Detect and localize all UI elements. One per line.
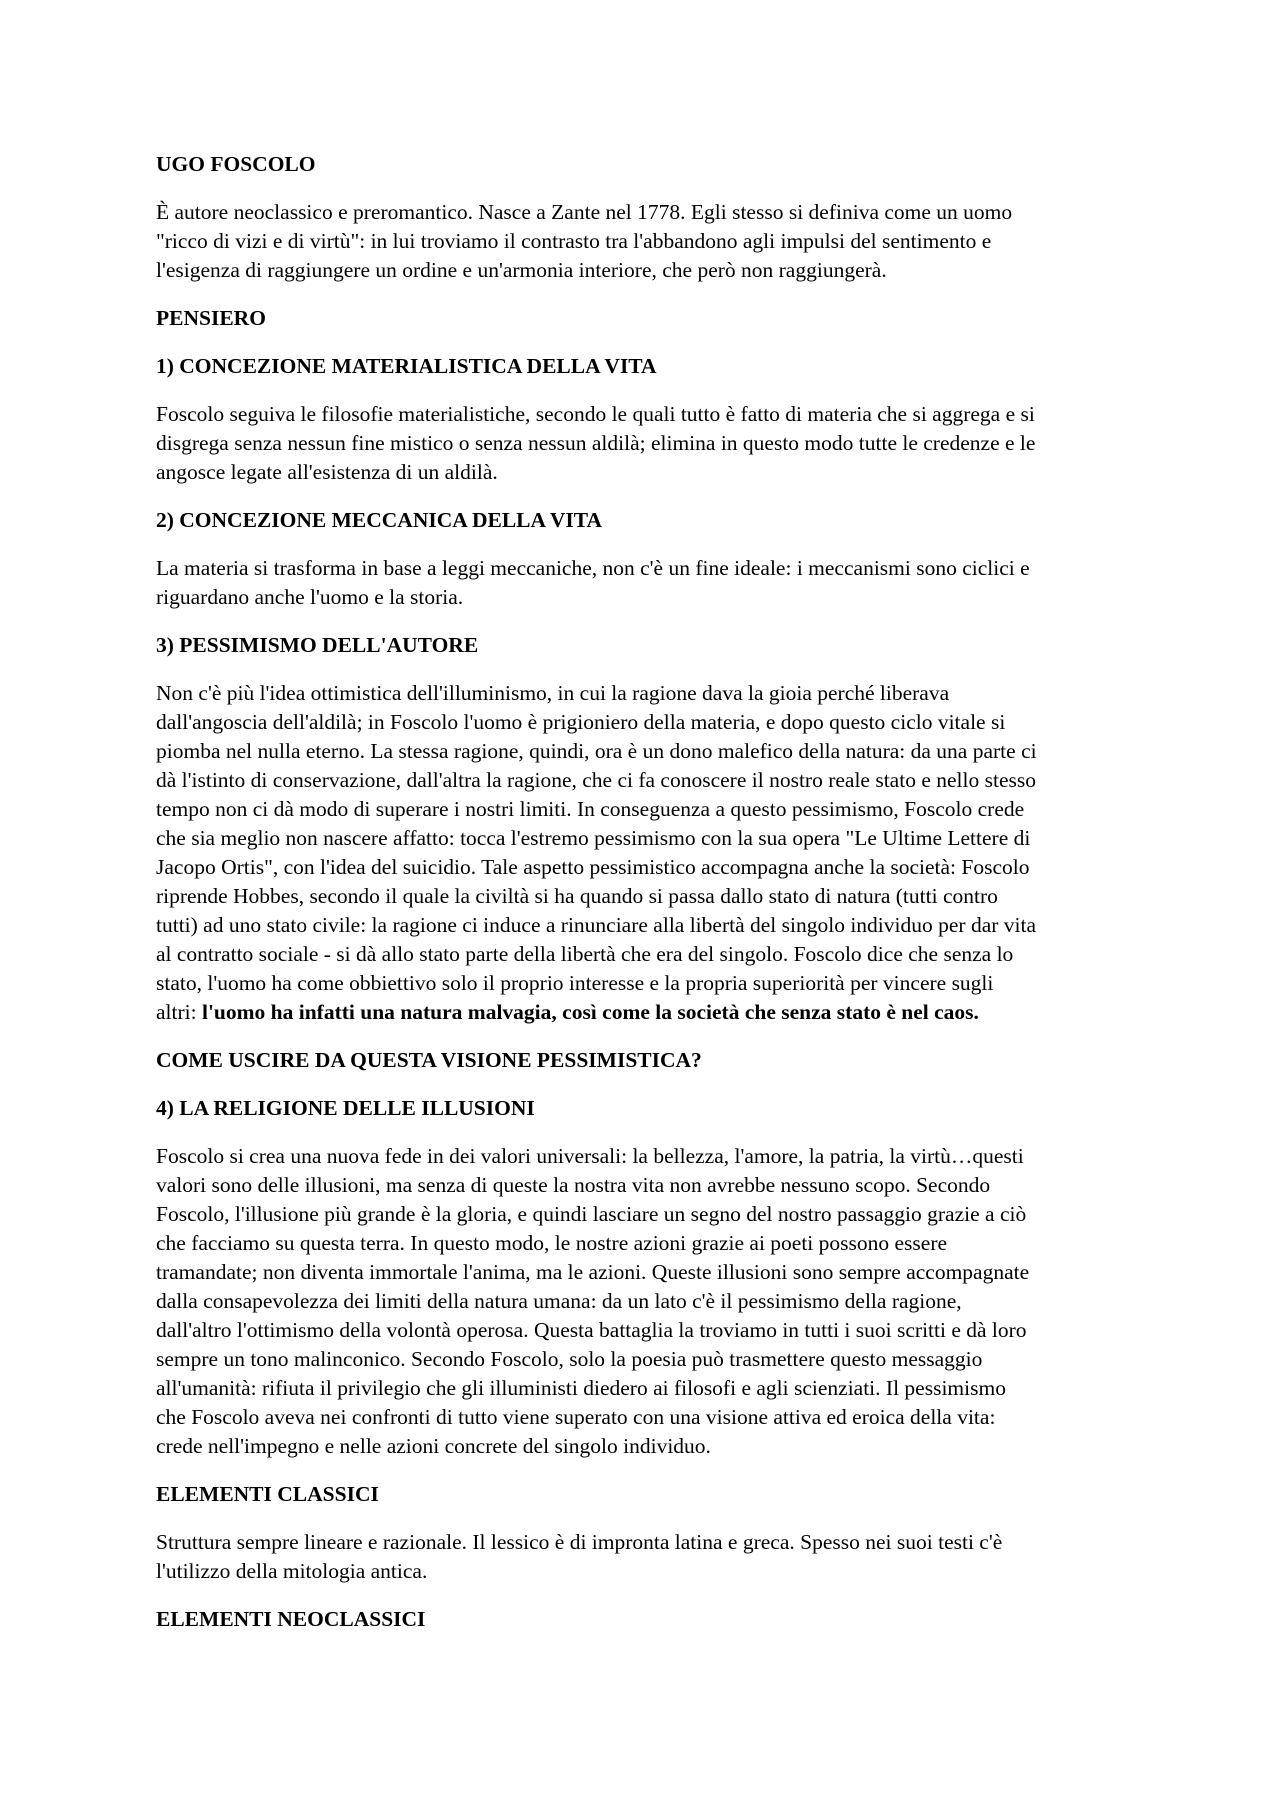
- paragraph-line-mixed: [156, 998, 1136, 1027]
- pensiero-heading: PENSIERO: [156, 306, 266, 330]
- line-prefix: altri:: [156, 1000, 202, 1024]
- paragraph-line: Foscolo seguiva le filosofie materialistiche, secondo le quali tutto è fatto di materia che si aggrega e si: [156, 402, 1035, 426]
- paragraph-line: che facciamo su questa terra. In questo modo, le nostre azioni grazie ai poeti possono essere: [156, 1231, 948, 1255]
- paragraph-line: l'utilizzo della mitologia antica.: [156, 1559, 428, 1583]
- classici-paragraph: [156, 1528, 1136, 1586]
- paragraph-line: che Foscolo aveva nei confronti di tutto viene superato con una visione attiva ed eroica della vita:: [156, 1405, 996, 1429]
- paragraph-line: "ricco di vizi e di virtù": in lui troviamo il contrasto tra l'abbandono agli impulsi del sentimento e: [156, 229, 992, 253]
- paragraph-line: al contratto sociale - si dà allo stato parte della libertà che era del singolo. Foscolo dice che senza lo: [156, 942, 1014, 966]
- section-2-paragraph: [156, 554, 1136, 612]
- paragraph-line: stato, l'uomo ha come obbiettivo solo il proprio interesse e la propria superiorità per vincere sugli: [156, 971, 994, 995]
- paragraph-line: Foscolo, l'illusione più grande è la gloria, e quindi lasciare un segno del nostro passaggio grazie a ciò: [156, 1202, 1027, 1226]
- paragraph-line: dall'altro l'ottimismo della volontà operosa. Questa battaglia la troviamo in tutti i suoi scritti e dà loro: [156, 1318, 1027, 1342]
- paragraph-line: tempo non ci dà modo di superare i nostri limiti. In conseguenza a questo pessimismo, Foscolo crede: [156, 797, 1025, 821]
- paragraph-line: valori sono delle illusioni, ma senza di queste la nostra vita non avrebbe nessuno scopo. Secondo: [156, 1173, 991, 1197]
- classici-heading: ELEMENTI CLASSICI: [156, 1482, 379, 1506]
- paragraph-line: dalla consapevolezza dei limiti della natura umana: da un lato c'è il pessimismo della ragione,: [156, 1289, 962, 1313]
- paragraph-line: tramandate; non diventa immortale l'anima, ma le azioni. Queste illusioni sono sempre accompagnate: [156, 1260, 1030, 1284]
- paragraph-line: dall'angoscia dell'aldilà; in Foscolo l'uomo è prigioniero della materia, e dopo questo ciclo vitale si: [156, 710, 1006, 734]
- paragraph-line: La materia si trasforma in base a leggi meccaniche, non c'è un fine ideale: i meccanismi sono ciclici e: [156, 556, 1030, 580]
- neoclassici-heading: ELEMENTI NEOCLASSICI: [156, 1607, 426, 1631]
- paragraph-line: piomba nel nulla eterno. La stessa ragione, quindi, ora è un dono malefico della natura: da una parte ci: [156, 739, 1037, 763]
- paragraph-line: tutti) ad uno stato civile: la ragione ci induce a rinunciare alla libertà del singolo individuo per dar vita: [156, 913, 1037, 937]
- section-4-heading: 4) LA RELIGIONE DELLE ILLUSIONI: [156, 1096, 535, 1120]
- question-heading: COME USCIRE DA QUESTA VISIONE PESSIMISTICA?: [156, 1048, 702, 1072]
- paragraph-line: disgrega senza nessun fine mistico o senza nessun aldilà; elimina in questo modo tutte le credenze e le: [156, 431, 1036, 455]
- paragraph-line: Non c'è più l'idea ottimistica dell'illuminismo, in cui la ragione dava la gioia perché liberava: [156, 681, 950, 705]
- section-3-heading: 3) PESSIMISMO DELL'AUTORE: [156, 633, 479, 657]
- document-page: [156, 150, 1136, 1653]
- paragraph-line: l'esigenza di raggiungere un ordine e un'armonia interiore, che però non raggiungerà.: [156, 258, 887, 282]
- section-4-paragraph: [156, 1142, 1136, 1461]
- section-2-heading: 2) CONCEZIONE MECCANICA DELLA VITA: [156, 508, 602, 532]
- section-1-paragraph: [156, 400, 1136, 487]
- section-1-heading: 1) CONCEZIONE MATERIALISTICA DELLA VITA: [156, 354, 657, 378]
- paragraph-line: che sia meglio non nascere affatto: tocca l'estremo pessimismo con la sua opera "Le Ultime Lettere di: [156, 826, 1031, 850]
- section-3-paragraph: [156, 679, 1136, 1027]
- paragraph-line: sempre un tono malinconico. Secondo Foscolo, solo la poesia può trasmettere questo messaggio: [156, 1347, 983, 1371]
- paragraph-line: riprende Hobbes, secondo il quale la civiltà si ha quando si passa dallo stato di natura (tutti contro: [156, 884, 998, 908]
- paragraph-line: crede nell'impegno e nelle azioni concrete del singolo individuo.: [156, 1434, 711, 1458]
- paragraph-line: Struttura sempre lineare e razionale. Il lessico è di impronta latina e greca. Spesso nei suoi testi c'è: [156, 1530, 1003, 1554]
- paragraph-line: dà l'istinto di conservazione, dall'altra la ragione, che ci fa conoscere il nostro reale stato e nello stesso: [156, 768, 1036, 792]
- bold-conclusion: l'uomo ha infatti una natura malvagia, così come la società che senza stato è nel caos.: [201, 1000, 979, 1024]
- paragraph-line: Jacopo Ortis", con l'idea del suicidio. Tale aspetto pessimistico accompagna anche la società: Foscolo: [156, 855, 1030, 879]
- paragraph-line: all'umanità: rifiuta il privilegio che gli illuministi diedero ai filosofi e agli scienziati. Il pessimismo: [156, 1376, 1006, 1400]
- paragraph-line: angosce legate all'esistenza di un aldilà.: [156, 460, 498, 484]
- intro-paragraph: [156, 198, 1136, 285]
- paragraph-line: Foscolo si crea una nuova fede in dei valori universali: la bellezza, l'amore, la patria, la virtù…questi: [156, 1144, 1024, 1168]
- document-title: UGO FOSCOLO: [156, 152, 316, 176]
- paragraph-line: È autore neoclassico e preromantico. Nasce a Zante nel 1778. Egli stesso si definiva come un uomo: [156, 200, 1013, 224]
- paragraph-line: riguardano anche l'uomo e la storia.: [156, 585, 464, 609]
